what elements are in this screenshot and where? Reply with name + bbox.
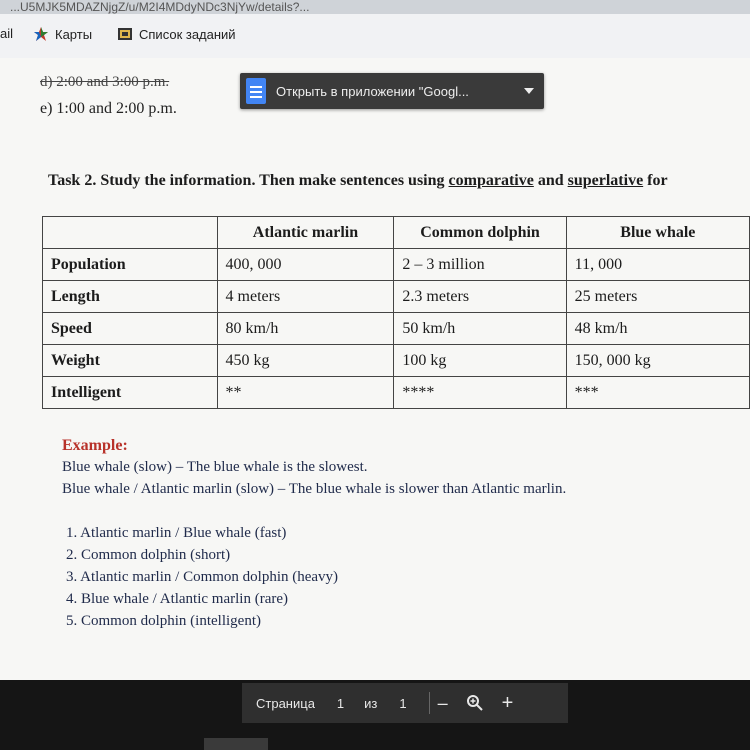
table-cell: *** [566,377,749,409]
page-label: Страница [256,695,315,711]
task-title-comparative: comparative [448,172,534,189]
bookmarks-bar [0,14,750,58]
table-cell: 48 km/h [566,313,749,345]
current-page-field[interactable]: 1 [336,695,345,711]
task-title-end: for [643,172,668,189]
table-cell: Speed [43,313,218,345]
task-title-and: and [533,172,568,189]
taskbar-item[interactable] [204,738,268,750]
table-header-cell [43,217,218,249]
table-cell: 2.3 meters [394,281,566,313]
bookmark-label: ail [0,26,14,41]
task-title-text: Task 2. Study the information. Then make sentences using [48,172,449,189]
tasks-icon [117,26,133,42]
table-header-cell: Atlantic marlin [217,217,394,249]
table-cell: Population [43,249,218,281]
table-row [43,345,750,377]
zoom-out-button[interactable]: – [437,692,448,713]
total-pages: 1 [399,695,407,711]
table-row [43,281,750,313]
table-cell: 400, 000 [217,249,394,281]
example-title: Example: [62,437,128,454]
maps-icon [33,26,49,42]
exercise-list [66,525,338,635]
table-cell: Weight [43,345,218,377]
table-header-row [43,217,750,249]
task-title-superlative: superlative [567,172,644,189]
list-item: 3. Atlantic marlin / Common dolphin (heavy) [66,569,339,585]
bookmark-tasks[interactable] [117,26,236,42]
zoom-icon[interactable] [466,694,484,712]
table-cell: 11, 000 [566,249,749,281]
table-cell: 25 meters [566,281,749,313]
open-in-app-button[interactable] [240,73,544,109]
bookmark-mail[interactable] [0,26,13,41]
example-line-2: Blue whale / Atlantic marlin (slow) – The blue whale is slower than Atlantic marlin. [62,481,567,497]
google-docs-icon [246,78,266,104]
table-cell: Length [43,281,218,313]
table-cell: 2 – 3 million [394,249,566,281]
table-header-cell: Blue whale [566,217,749,249]
task-title [48,172,668,190]
table-cell: **** [394,377,566,409]
comparison-table [42,216,750,409]
bookmark-maps[interactable] [33,26,92,42]
table-cell: 4 meters [217,281,394,313]
table-cell: Intelligent [43,377,218,409]
table-cell: ** [217,377,394,409]
chevron-down-icon[interactable] [524,88,534,94]
table-header-cell: Common dolphin [394,217,566,249]
example-line-1: Blue whale (slow) – The blue whale is the slowest. [62,459,368,475]
table-row [43,313,750,345]
open-in-app-label: Открыть в приложении "Googl... [276,83,469,99]
table-cell: 100 kg [394,345,566,377]
url-bar[interactable]: ...U5MJK5MDAZNjgZ/u/M2I4MDdyNDc3NjYw/details?... [0,0,750,14]
bookmark-label: Карты [55,26,93,42]
table-cell: 80 km/h [217,313,394,345]
table-cell: 150, 000 kg [566,345,749,377]
list-item: 2. Common dolphin (short) [66,547,231,563]
table-cell: 50 km/h [394,313,566,345]
table-row [43,249,750,281]
previous-option-e: e) 1:00 and 2:00 p.m. [40,100,177,117]
divider [429,692,430,714]
list-item: 5. Common dolphin (intelligent) [66,613,261,629]
list-item: 4. Blue whale / Atlantic marlin (rare) [66,591,289,607]
bookmark-label: Список заданий [139,26,236,42]
of-label: из [364,695,378,711]
table-row [43,377,750,409]
list-item: 1. Atlantic marlin / Blue whale (fast) [66,525,287,541]
previous-option-d: d) 2:00 and 3:00 p.m. [40,74,170,90]
table-cell: 450 kg [217,345,394,377]
page-toolbar [242,683,568,723]
zoom-in-button[interactable]: + [501,691,514,714]
